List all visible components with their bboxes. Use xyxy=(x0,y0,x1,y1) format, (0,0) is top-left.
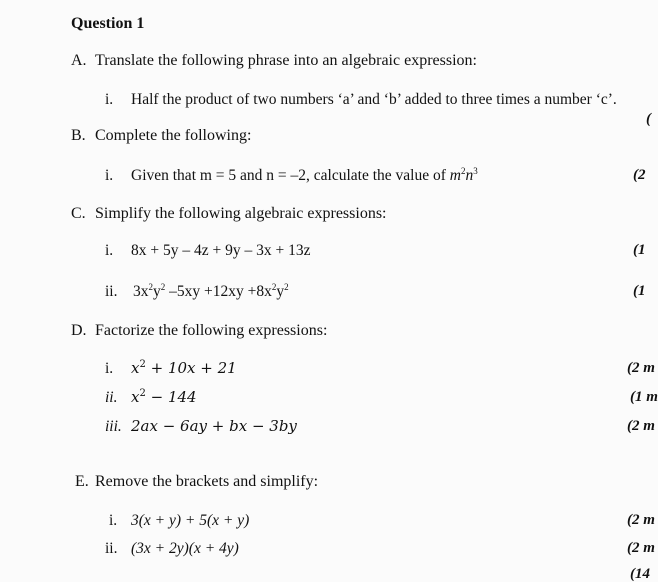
c-item-2-exp-1: 2 xyxy=(148,282,153,292)
section-a-heading: Translate the following phrase into an algebraic expression: xyxy=(95,52,477,69)
b-item-1-n: n xyxy=(465,167,474,184)
section-b-label: B. xyxy=(71,127,86,144)
e-item-2-number: ii. xyxy=(105,540,118,557)
e-item-1-marks: (2 m xyxy=(627,512,655,528)
e-item-2-marks: (2 m xyxy=(627,540,655,556)
c-item-2-part-1: 3x xyxy=(133,283,149,300)
d-item-2-number: ii. xyxy=(105,389,118,406)
c-item-2-exp-2: 2 xyxy=(160,282,166,292)
c-item-2-marks: (1 xyxy=(633,283,646,299)
section-b-heading: Complete the following: xyxy=(95,127,252,144)
a-item-1-text: Half the product of two numbers ‘a’ and ‘b’ added to three times a number ‘c’. xyxy=(131,91,617,108)
e-item-1-expression: 3(x + y) + 5(x + y) xyxy=(131,512,250,529)
section-e-heading: Remove the brackets and simplify: xyxy=(95,473,319,490)
section-a-label: A. xyxy=(71,52,87,69)
question-title: Question 1 xyxy=(71,15,145,32)
a-item-1-number: i. xyxy=(105,91,114,108)
c-item-2-part-2: y xyxy=(153,283,161,300)
e-item-1-number: i. xyxy=(109,512,118,529)
d-item-3-number: iii. xyxy=(105,418,122,435)
c-item-2-number: ii. xyxy=(105,283,118,300)
d-item-3-expression: 2ax − 6ay + bx − 3by xyxy=(131,417,297,435)
e-item-2-text xyxy=(131,541,239,557)
d-item-2-base: x xyxy=(131,388,140,406)
d-item-1-marks: (2 m xyxy=(627,360,655,376)
e-item-1-text xyxy=(131,513,249,529)
b-item-1-marks: (2 xyxy=(633,167,646,183)
section-d-label: D. xyxy=(71,322,87,339)
section-c-label: C. xyxy=(71,205,86,222)
c-item-2-text xyxy=(133,284,289,300)
d-item-2-exponent: 2 xyxy=(139,388,146,399)
c-item-1-marks: (1 xyxy=(633,242,646,258)
c-item-1-number: i. xyxy=(105,242,114,259)
b-item-1-text xyxy=(131,168,478,184)
d-item-3-marks: (2 m xyxy=(627,418,655,434)
total-marks: (14 xyxy=(630,566,650,582)
b-item-1-prefix: Given that m = 5 and n = –2, calculate the value of xyxy=(131,167,450,184)
d-item-2-rest: − 144 xyxy=(145,388,197,406)
d-item-1-base: x xyxy=(131,359,140,377)
e-item-2-expression: (3x + 2y)(x + 4y) xyxy=(131,540,239,557)
b-item-1-n-exponent: 3 xyxy=(473,166,478,176)
section-e-label: E. xyxy=(75,473,89,490)
c-item-2-part-4: y xyxy=(276,283,285,300)
d-item-1-rest: + 10x + 21 xyxy=(145,359,237,377)
c-item-2-exp-4: 2 xyxy=(284,282,289,292)
c-item-2-part-3: –5xy +12xy +8x xyxy=(165,283,272,300)
d-item-1-exponent: 2 xyxy=(139,359,146,370)
section-c-heading: Simplify the following algebraic expressions: xyxy=(95,205,387,222)
section-d-heading: Factorize the following expressions: xyxy=(95,322,328,339)
c-item-1-text: 8x + 5y – 4z + 9y – 3x + 13z xyxy=(131,242,311,259)
a-item-1-marks: ( xyxy=(646,111,651,127)
d-item-1-number: i. xyxy=(105,360,114,377)
b-item-1-m: m xyxy=(449,167,461,184)
d-item-1-expression xyxy=(131,361,237,376)
d-item-2-marks: (1 m xyxy=(630,389,658,405)
b-item-1-number: i. xyxy=(105,167,114,184)
c-item-2-exp-3: 2 xyxy=(271,282,277,292)
b-item-1-m-exponent: 2 xyxy=(460,166,466,176)
d-item-2-expression xyxy=(131,390,197,405)
